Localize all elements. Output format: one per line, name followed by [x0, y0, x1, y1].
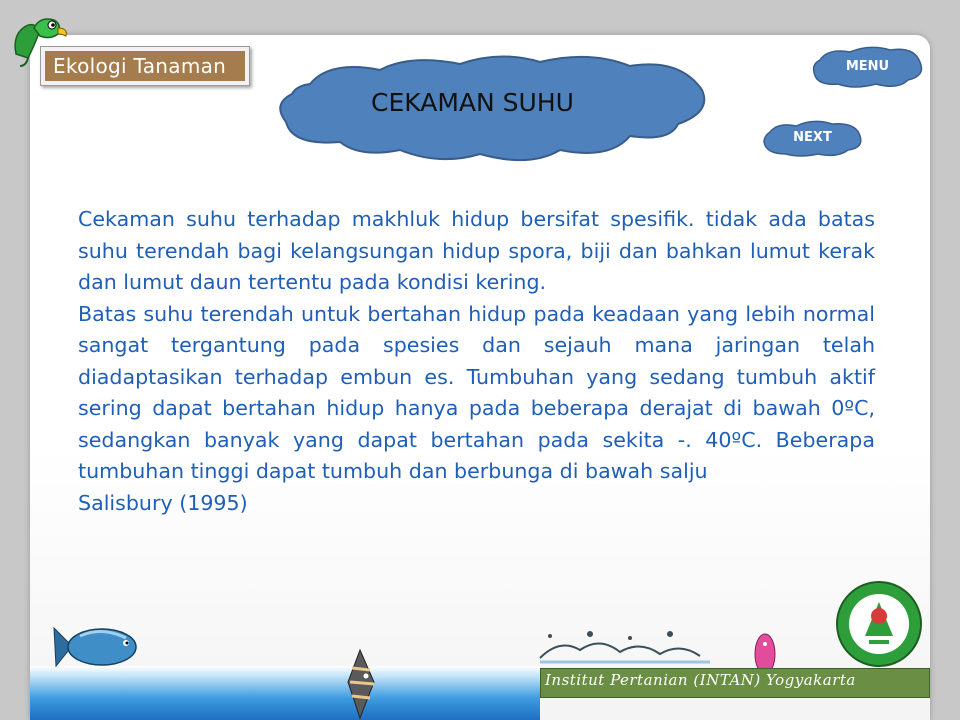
menu-label: MENU — [845, 59, 890, 74]
footer-label: Institut Pertanian (INTAN) Yogyakarta — [545, 671, 856, 689]
menu-button[interactable] — [810, 44, 925, 90]
water-splash-icon — [530, 628, 720, 668]
paragraph-1: Cekaman suhu terhadap makhluk hidup bersifat spesifik. tidak ada batas suhu terendah bagi kelangsungan hidup spora, biji dan bahkan lumut kerak dan lumut daun tertentu pada kondisi kering. — [78, 207, 875, 294]
page-title: CEKAMAN SUHU — [371, 88, 574, 117]
sea-band — [30, 666, 540, 720]
angelfish-icon — [330, 648, 390, 720]
next-label: NEXT — [793, 130, 832, 145]
fish-icon — [50, 622, 140, 672]
content-body — [78, 204, 875, 519]
brand-badge — [40, 46, 250, 86]
source-citation: Salisbury (1995) — [78, 490, 248, 515]
next-button[interactable] — [760, 118, 865, 158]
footer-bar — [540, 668, 930, 698]
brand-label: Ekologi Tanaman — [45, 51, 245, 81]
paragraph-2: Batas suhu terendah untuk bertahan hidup pada keadaan yang lebih normal sangat tergantung pada spesies dan sejauh mana jaringan telah diadaptasikan terhadap embun es. Tumbuhan yang sedang tumbuh aktif sering dapat bertahan hidup hanya pada beberapa derajat di bawah 0ºC, sedangkan banyak yang dapat bertahan pada sekita -. 40ºC. Beberapa tumbuhan tinggi dapat tumbuh dan berbunga di bawah salju — [78, 301, 875, 483]
title-cloud — [270, 50, 710, 170]
institute-logo-icon — [835, 580, 923, 668]
